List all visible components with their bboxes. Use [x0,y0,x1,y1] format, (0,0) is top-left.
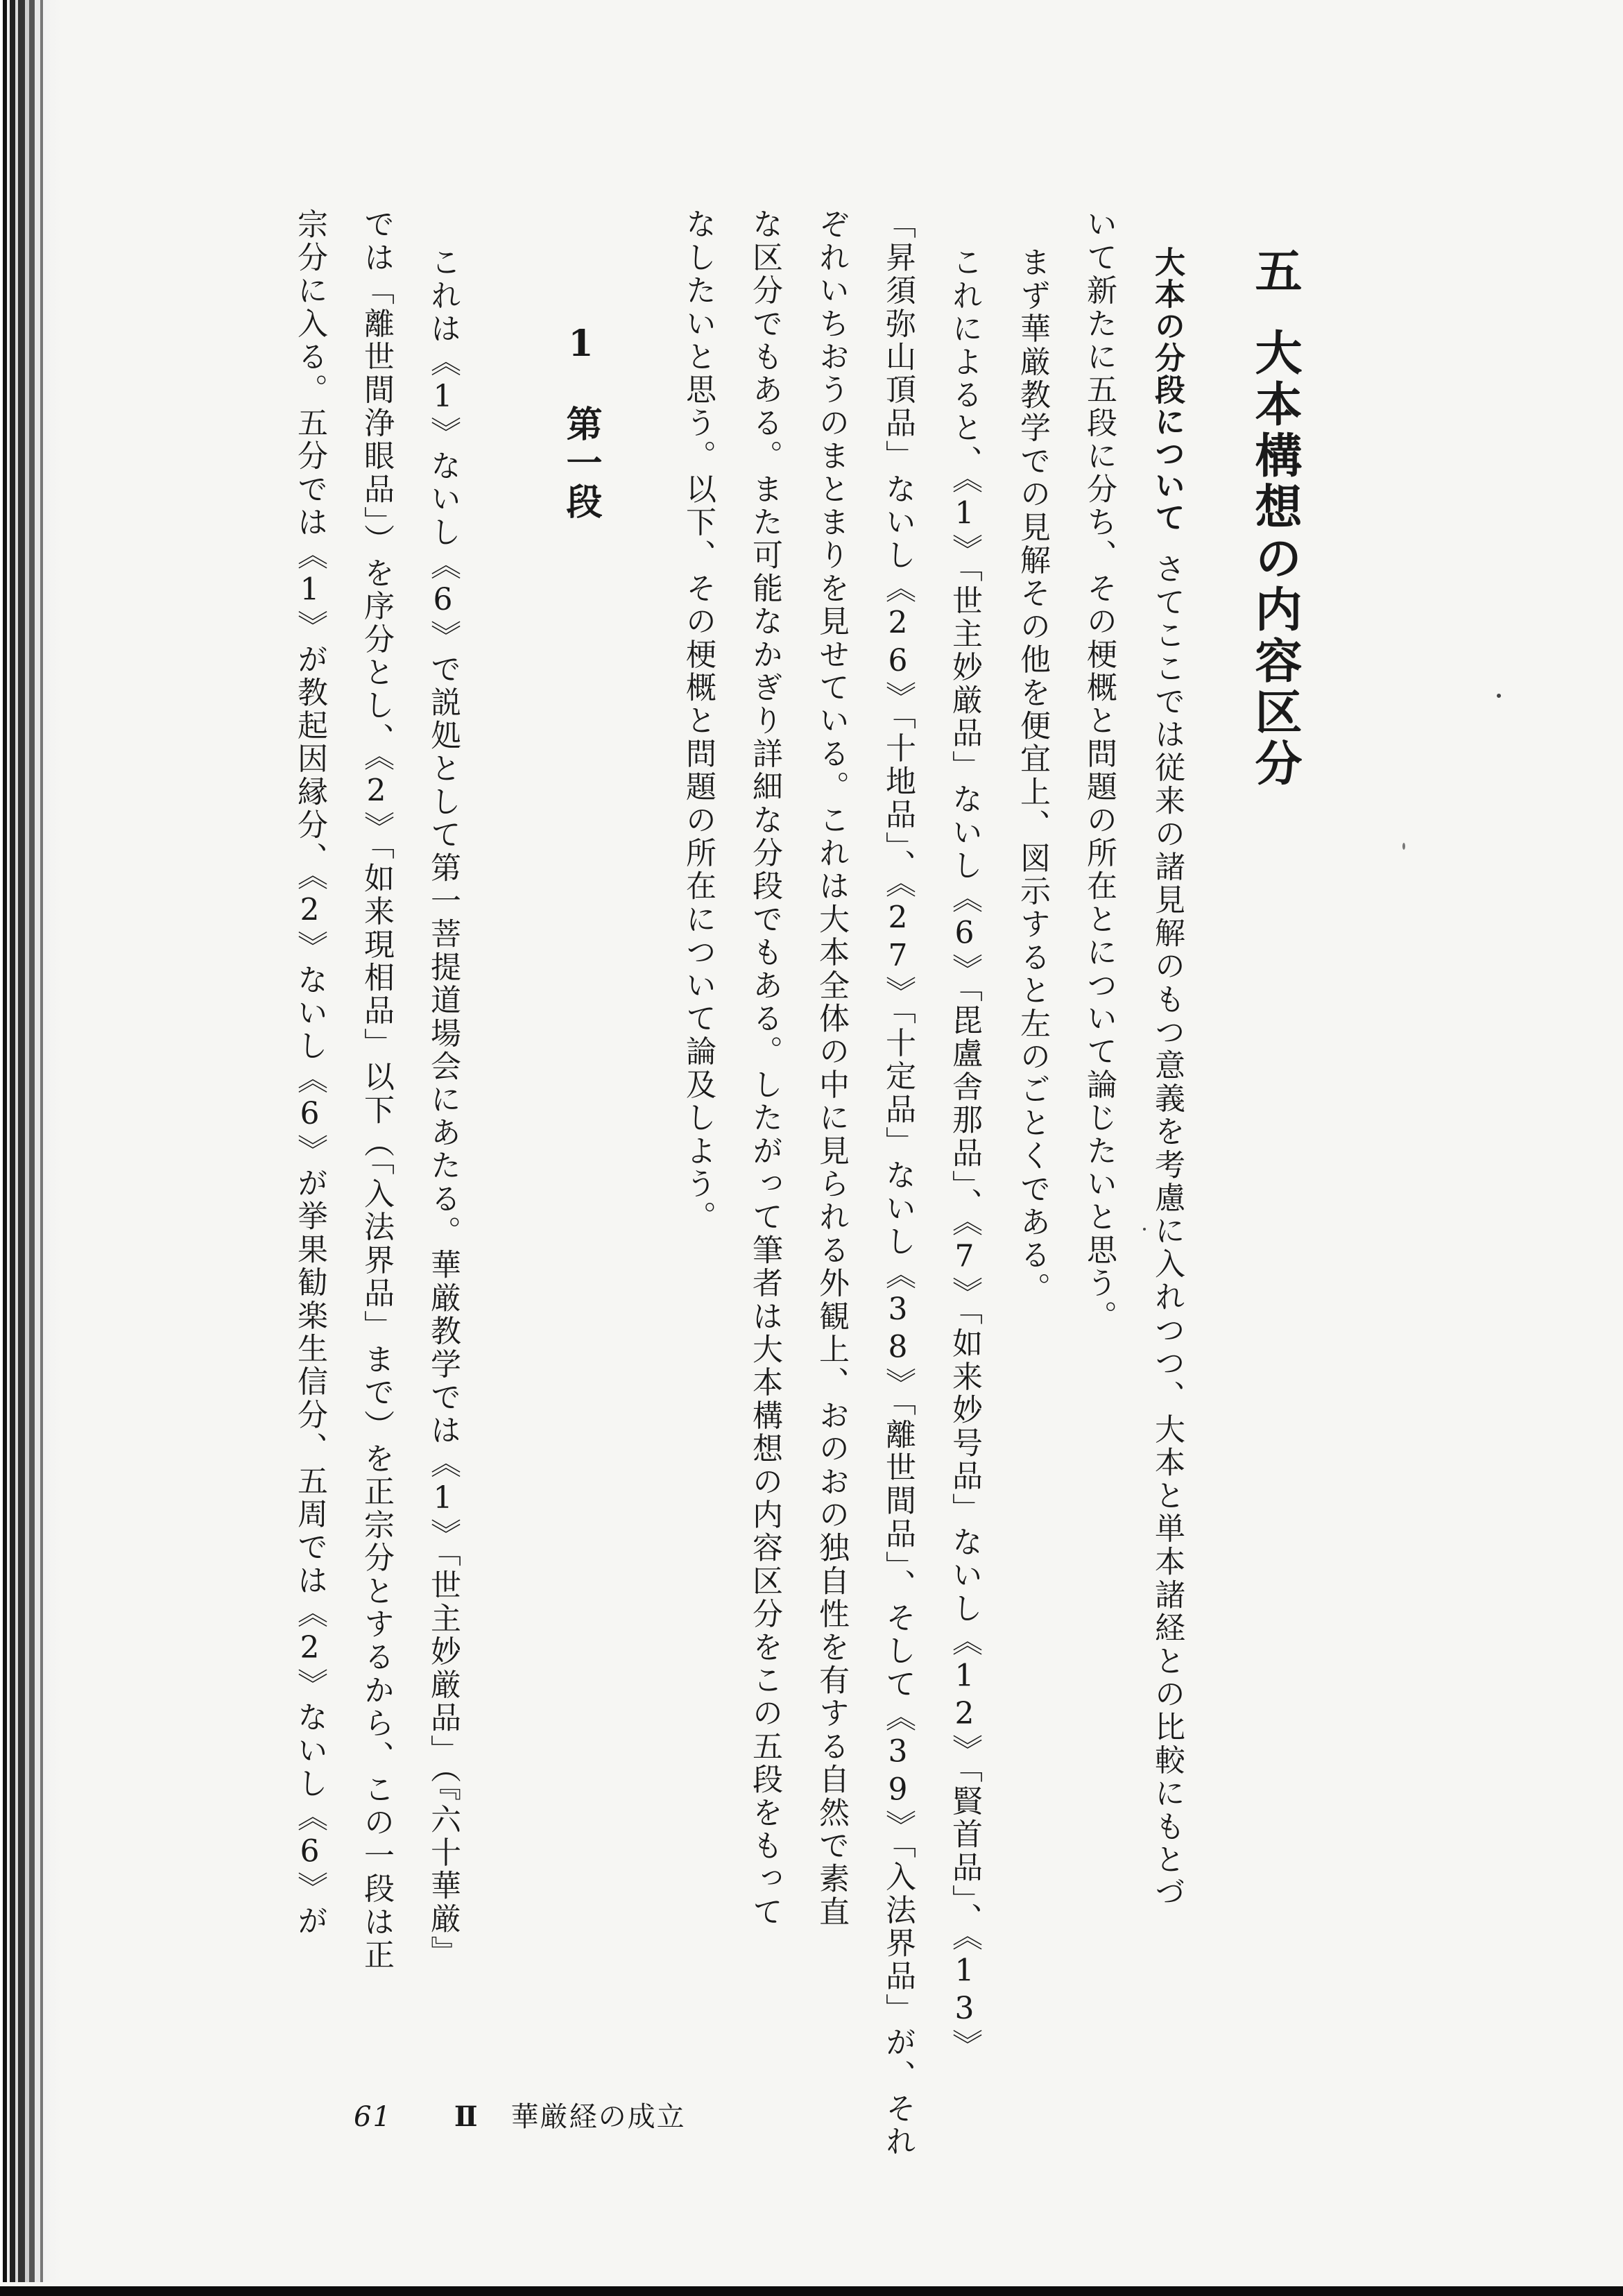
book-binding-edge [0,0,62,2282]
body-line-1 [1149,246,1185,1910]
section-title: 大本構想の内容区分 [1247,328,1303,790]
subsection-line-1: これは《1》ないし《6》で説処として第一菩提道場会にあたる。華厳教学では《1》「世主妙厳品」（『六十華厳』 [425,246,461,1969]
body-line-8: なしたいと思う。以下、その梗概と問題の所在について論及しよう。 [680,208,716,1234]
section-heading [1242,246,1309,790]
body-line-5: 「昇須弥山頂品」ないし《26》「十地品」、《27》「十定品」ないし《38》「離世間品」、そして《39》「入法界品」が、それ [880,208,916,2159]
paragraph-lead-heading: 大本の分段について [1149,246,1185,533]
section-number: 五 [1247,246,1303,298]
scan-speck [1497,694,1501,698]
subsection-title: 第一段 [560,405,602,522]
body-line-text: さてここでは従来の諸見解のもつ意義を考慮に入れつつ、大本と単本諸経との比較にもとづ [1149,553,1185,1910]
scan-speck [1143,1228,1146,1231]
body-line-7: な区分でもある。また可能なかぎり詳細な分段でもある。したがって筆者は大本構想の内容区分をこの五段をもって [747,208,782,1929]
subsection-heading [555,323,607,522]
page-footer [354,2095,686,2134]
subsection-number: 1 [560,323,602,368]
part-number: Ⅱ [454,2100,479,2133]
scan-bottom-edge [0,2286,1623,2296]
body-line-4: これによると、《1》「世主妙厳品」ないし《6》「毘盧舎那品」、《7》「如来妙号品」ないし《12》「賢首品」、《13》 [947,246,982,2062]
body-line-6: ぞれいちおうのまとまりを見せている。これは大本全体の中に見られる外観上、おのおの独自性を有する自然で素直 [814,208,849,1929]
subsection-line-2: では「離世間浄眼品」）を序分とし、《2》「如来現相品」以下（「入法界品」まで）を正宗分とするから、この一段は正 [359,208,394,1972]
subsection-line-3: 宗分に入る。五分では《1》が教起因縁分、《2》ないし《6》が挙果勧楽生信分、五周では《2》ないし《6》が [292,208,327,1938]
body-line-3: まず華厳教学での見解その他を便宜上、図示すると左のごとくである。 [1015,246,1050,1305]
scan-speck [1402,843,1405,850]
page-number: 61 [354,2101,392,2133]
chapter-title: 華厳経の成立 [510,2101,686,2133]
body-line-2: いて新たに五段に分ち、その梗概と問題の所在とについて論じたいと思う。 [1081,208,1117,1333]
